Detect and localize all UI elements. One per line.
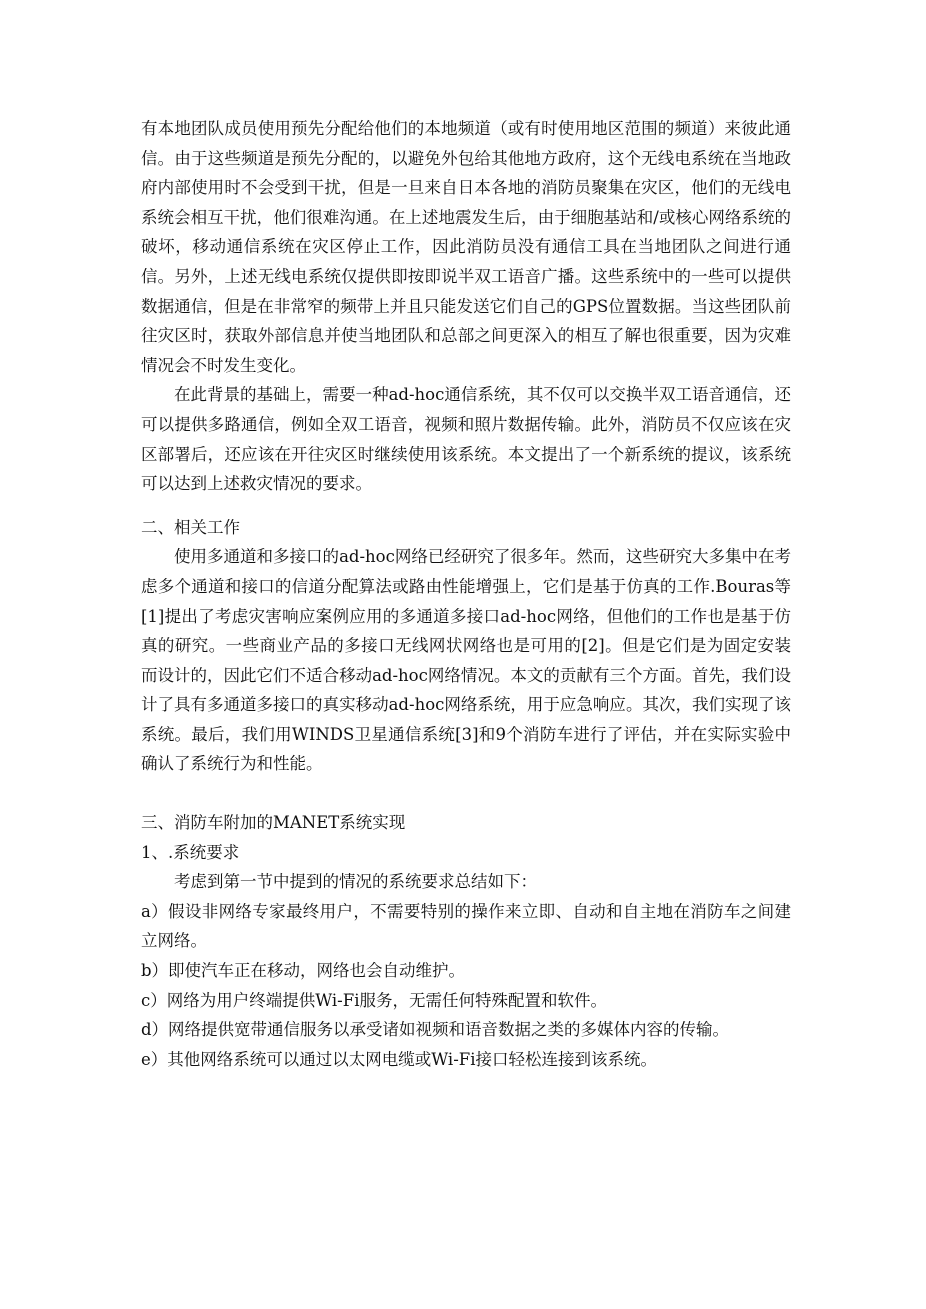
section-heading-manet: 三、消防车附加的MANET系统实现	[141, 813, 406, 833]
spacer	[141, 779, 791, 808]
requirement-item-e: e）其他网络系统可以通过以太网电缆或Wi-Fi接口轻松连接到该系统。	[141, 1049, 658, 1069]
subsection-heading-requirements: 1、.系统要求	[141, 842, 240, 862]
paragraph-background-radio: 有本地团队成员使用预先分配给他们的本地频道（或有时使用地区范围的频道）来彼此通信。由于这些频道是预先分配的，以避免外包给其他地方政府，这个无线电系统在当地政府内部使用时不会受到干扰，但是一旦来自日本各地的消防员聚集在灾区，他们的无线电系统会相互干扰，他们很难沟通。在上述地震发生后，由于细胞基站和/或核心网络系统的破坏，移动通信系统在灾区停止工作，因此消防员没有通信工具在当地团队之间进行通信。另外，上述无线电系统仅提供即按即说半双工语音广播。这些系统中的一些可以提供数据通信，但是在非常窄的频带上并且只能发送它们自己的GPS位置数据。当这些团队前往灾区时，获取外部信息并使当地团队和总部之间更深入的相互了解也很重要，因为灾难情况会不时发生变化。	[141, 119, 791, 375]
paragraph-related-work: 使用多通道和多接口的ad-hoc网络已经研究了很多年。然而，这些研究大多集中在考虑多个通道和接口的信道分配算法或路由性能增强上，它们是基于仿真的工作.Bouras等[1]提出了考虑灾害响应案例应用的多通道多接口ad-hoc网络，但他们的工作也是基于仿真的研究。一些商业产品的多接口无线网状网络也是可用的[2]。但是它们是为固定安装而设计的，因此它们不适合移动ad-hoc网络情况。本文的贡献有三个方面。首先，我们设计了具有多通道多接口的真实移动ad-hoc网络系统，用于应急响应。其次，我们实现了该系统。最后，我们用WINDS卫星通信系统[3]和9个消防车进行了评估，并在实际实验中确认了系统行为和性能。	[141, 547, 791, 774]
document-page	[141, 114, 791, 1074]
requirement-item-c: c）网络为用户终端提供Wi-Fi服务，无需任何特殊配置和软件。	[141, 990, 607, 1010]
requirement-item-b: b）即使汽车正在移动，网络也会自动维护。	[141, 961, 466, 981]
requirement-item-a: a）假设非网络专家最终用户，不需要特别的操作来立即、自动和自主地在消防车之间建立网络。	[141, 901, 791, 951]
spacer	[141, 499, 791, 513]
paragraph-requirements-intro: 考虑到第一节中提到的情况的系统要求总结如下：	[174, 872, 537, 892]
requirement-item-d: d）网络提供宽带通信服务以承受诸如视频和语音数据之类的多媒体内容的传输。	[141, 1020, 730, 1040]
paragraph-proposal: 在此背景的基础上，需要一种ad-hoc通信系统，其不仅可以交换半双工语音通信，还可以提供多路通信，例如全双工语音，视频和照片数据传输。此外，消防员不仅应该在灾区部署后，还应该在开往灾区时继续使用该系统。本文提出了一个新系统的提议，该系统可以达到上述救灾情况的要求。	[141, 385, 791, 494]
section-heading-related-work: 二、相关工作	[141, 517, 240, 537]
